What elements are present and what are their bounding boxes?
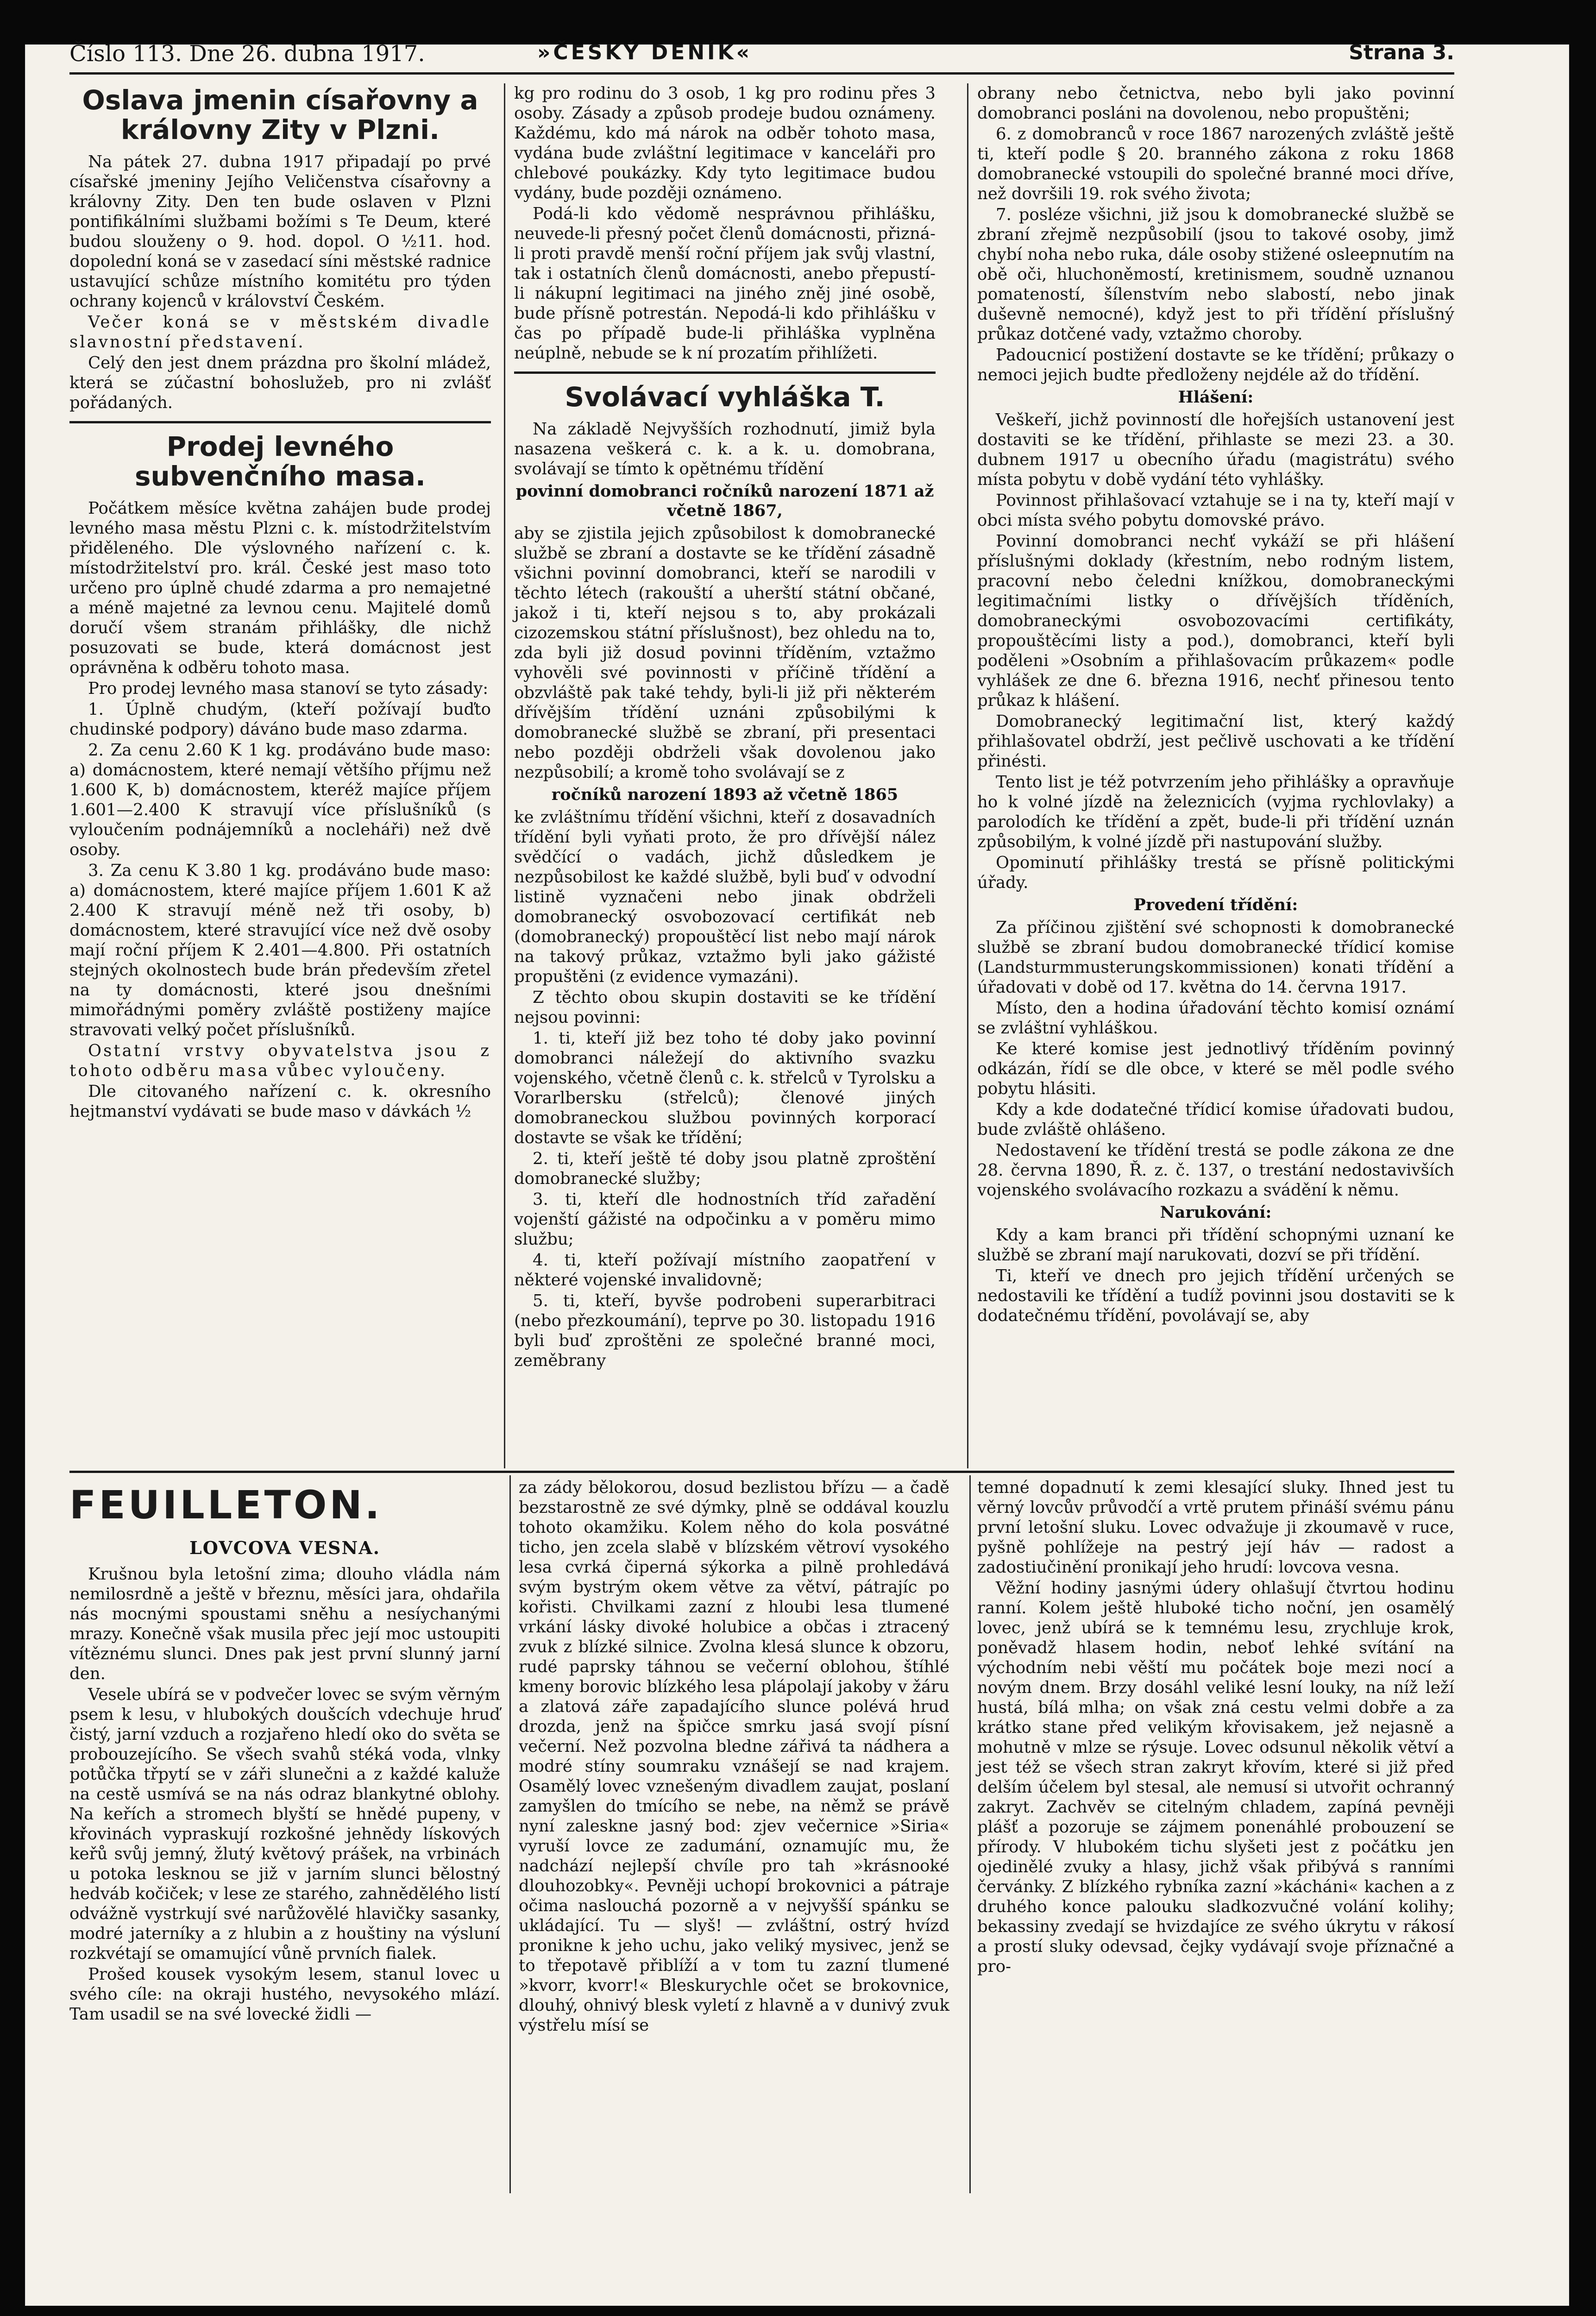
page-number: Strana 3. [1349, 41, 1454, 64]
paragraph: Domobranecký legitimační list, který každý přihlašovatel obdrží, jest pečlivě uschovati a ke třídění přinésti. [977, 712, 1454, 771]
column-3 [977, 83, 1454, 1327]
paragraph: za zády bělokorou, dosud bezlistou břízu — a čadě bezstarostně ze své dýmky, plně se oddával kouzlu tohoto okamžiku. Kolem něho do kola posvátné ticho, jen zcela slabě v blízském větroví vysokého lesa cvrká čiperná sýkorka a pilně prohledává svým bystrým okem větve za větví, pátrajíc po kořisti. Chvilkami zazní z hloubi lesa tlumené vrkání lásky divoké holubice a občas i ztracený zvuk z blízké silnice. Zvolna klesá slunce k obzoru, rudé paprsky táhnou se večerní oblohou, štíhlé kmeny borovic blízkého lesa plápolají jakoby v žáru a zlatová záře zapadajícího slunce polévá hrud drozda, jenž na špičce smrku jasá svojí písní večerní. Než pozvolna bledne zářivá ta nádhera a modré stíny soumraku vznášejí se nad krajem. Osamělý lovec vznešeným divadlem zaujat, poslaní zamyšlen do tmícího se nebe, na němž se právě nyní zaleskne jasný bod: zjev večernice »Siria« vyruší lovce ze zadumání, oznamujíc mu, že nadchází nejlepší chvíle pro tah »krásnooké dlouhozobky«. Pevněji uchopí brokovnici a pátraje očima naslouchá pozorně a v nejvyšší spánku se ukládající. Tu — slyš! — zvláštní, ostrý hvízd pronikne k jeho uchu, jako veliký mysivec, jenž se to třepotavě přiblíží a v tom tu zazní tlumené »kvorr, kvorr!« Bleskurychle očet se brokovnice, dlouhý, ohnivý blesk vyletí z hlavně a v dunivý zvuk výstřelu mísí se [519, 1478, 949, 2035]
paragraph: 1. Úplně chudým, (kteří požívají buďto chudinské podpory) dáváno bude maso zdarma. [69, 700, 491, 739]
subheading: ročníků narození 1893 až včetně 1865 [551, 785, 899, 804]
paragraph: temné dopadnutí k zemi klesající sluky. Ihned jest tu věrný lovcův průvodčí a vrtě prutem přináší svému pánu první letošní sluku. Lovec odvažuje ji zkoumavě v ruce, pyšně pohlížeje na pestrý její háv — radost a zadostiučinění pronikají jeho hrudí: lovcova vesna. [977, 1478, 1454, 1577]
story-title: LOVCOVA VESNA. [189, 1537, 380, 1558]
list-item: 6. z domobranců v roce 1867 narozených zvláště ještě ti, kteří podle § 20. branného zákona z roku 1868 domobranecké vstoupili do společné branné moci dříve, než dovršili 19. rok svého života; [977, 125, 1454, 203]
column-2 [514, 83, 936, 1372]
paragraph: 3. Za cenu K 3.80 1 kg. prodáváno bude maso: a) domácnostem, které majíce příjem 1.601 K až 2.400 K stravují méně než tři osoby, b) domácnostem, které stravující více než dvě osoby mají roční příjem K 2.401—4.800. Při ostatních stejných okolnostech bude brán především zřetel na ty domácnosti, které jsou dnešními mimořádnými poměry zvláště postiženy majíce stravovati velký počet příslušníků. [69, 861, 491, 1039]
paragraph: Kdy a kam branci při třídění schopnými uznaní ke službě se zbraní mají narukovati, dozví se při třídění. [977, 1226, 1454, 1265]
paragraph: ke zvláštnímu třídění všichni, kteří z dosavadních třídění byli vyňati proto, že pro dřívější nález svědčící o vadách, jichž důsledkem je nezpůsobilost ke každé službě, byli buď v odvodní listině vyznačeni nebo jinak obdrželi domobranecký osvobozovací certifikát neb (domobranecký) propouštěcí list nebo mají nárok na takový průkaz, vztažmo byli jako gážisté propuštěni (z evidence vymazáni). [514, 808, 936, 986]
masthead [69, 41, 1454, 73]
column-1 [69, 83, 491, 1122]
paragraph: Veškeří, jichž povinností dle hořejších ustanovení jest dostaviti se ke třídění, přihlaste se mezi 23. a 30. dubnem 1917 u obecního úřadu (magistrátu) svého místa pobytu v době vydání této vyhlášky. [977, 410, 1454, 489]
issue-line: Číslo 113. Dne 26. dubna 1917. [69, 41, 425, 67]
headline-oslava: Oslava jmenin císařovny a královny Zity v Plzni. [82, 84, 478, 145]
paragraph: Kdy a kde dodatečné třídicí komise úřadovati budou, bude zvláště ohlášeno. [977, 1100, 1454, 1139]
column-divider [509, 1475, 511, 2193]
paragraph: Opominutí přihlášky trestá se přísně politickými úřady. [977, 853, 1454, 892]
section-rule [514, 371, 936, 374]
list-item: obrany nebo četnictva, nebo byli jako povinní domobranci posláni na dovolenou, nebo propuštěni; [977, 84, 1454, 123]
paragraph: Celý den jest dnem prázdna pro školní mládež, která se zúčastní bohoslužeb, pro ni zvlášť pořádaných. [69, 353, 491, 412]
column-divider [969, 1475, 971, 2193]
headline-vyhlaska: Svolávací vyhláška T. [565, 381, 885, 413]
list-item: 2. ti, kteří ještě té doby jsou platně zproštění domobranecké služby; [514, 1149, 936, 1188]
subheading: povinní domobranci ročníků narození 1871 až včetně 1867, [515, 482, 934, 520]
paragraph: Ti, kteří ve dnech pro jejich třídění určených se nedostavili ke třídění a tudíž povinni jsou dostaviti se k dodatečnému třídění, povolávají se, aby [977, 1266, 1454, 1325]
list-item: 3. ti, kteří dle hodnostních tříd zařadění vojenští gážisté na odpočinku a v poměru mimo službu; [514, 1190, 936, 1249]
paragraph: Prošed kousek vysokým lesem, stanul lovec u svého cíle: na okraji hustého, nevysokého mlází. Tam usadil se na své lovecké židli — [69, 1965, 500, 2024]
subheading: Hlášení: [1178, 388, 1254, 407]
paragraph: Večer koná se v městském divadle slavnostní představení. [69, 313, 491, 352]
paragraph: Povinní domobranci nechť vykáží se při hlášení příslušnými doklady (křestním, nebo rodným listem, pracovní nebo čeledni knížkou, domobraneckými legitimačními listky o dřívějších tříděních, domobraneckými osvobozovacími certifikáty, propouštěcími listy a pod.), domobranci, kteří byli poděleni »Osobním a přihlašovacím průkazem« podle vyhlášek ze dne 6. března 1916, nechť přinesou tento průkaz k hlášení. [977, 532, 1454, 710]
masthead-rule [69, 72, 1454, 75]
paragraph: Na pátek 27. dubna 1917 připadají po prvé císařské jmeniny Jejího Veličenstva císařovny a královny Zity. Den ten bude oslaven v Plzni pontifikálními službami božími s Te Deum, které budou slouženy o 9. hod. dopol. O ½11. hod. dopolední koná se v zasedací síni městské radnice ustavující schůze místního komitétu pro týden ochrany kojenců v království Českém. [69, 152, 491, 311]
feuilleton-masthead: FEUILLETON. [69, 1482, 383, 1528]
paragraph: Ostatní vrstvy obyvatelstva jsou z tohoto odběru masa vůbec vyloučeny. [69, 1041, 491, 1080]
paragraph: Ke které komise jest jednotlivý tříděním povinný odkázán, řídí se dle obce, v které se měl podle svého pobytu hlásiti. [977, 1039, 1454, 1098]
paragraph: Místo, den a hodina úřadování těchto komisí oznámí se zvláštní vyhláškou. [977, 999, 1454, 1038]
paragraph: Na základě Nejvyšších rozhodnutí, jimiž byla nasazena veškerá c. k. a k. u. domobrana, svolávají se tímto k opětnému třídění [514, 420, 936, 478]
paragraph: Počátkem měsíce května zahájen bude prodej levného masa městu Plzni c. k. místodržitelstvím přiděleného. Dle výslovného nařízení c. k. místodržitelství pro. král. České jest maso toto určeno pro úplně chudé zdarma a pro nemajetné a méně majetné za levnou cenu. Majitelé domů doručí všem stranám přihlášky, dle nichž posuzovati se bude, která domácnost jest oprávněna k odběru tohoto masa. [69, 499, 491, 677]
paper-name: »ČESKÝ DENÍK« [537, 41, 753, 64]
paragraph: Padoucnicí postižení dostavte se ke třídění; průkazy o nemoci jejich budte předloženy nejdéle až do třídění. [977, 346, 1454, 384]
paragraph: Tento list je též potvrzením jeho přihlášky a opravňuje ho k volné jízdě na železnicích (vyjma rychlovlaky) a parolodích ke třídění a zpět, bude-li při třídění uznán způsobilým, k volné jízdě při nastupování služby. [977, 773, 1454, 851]
paragraph: Podá-li kdo vědomě nesprávnou přihlášku, neuvede-li přesný počet členů domácnosti, přizná-li proti pravdě menší roční příjem jak svůj vlastní, tak i ostatních členů domácnosti, anebo přepustí-li nákupní legitimaci na jiného zněj jiné osobě, bude přísně potrestán. Nepodá-li kdo přihlášku v čas po případě bude-li přihláška vyplněna neúplně, nebude se k ní prozatím přihlížeti. [514, 204, 936, 363]
paragraph: Za příčinou zjištění své schopnosti k domobranecké službě se zbraní budou domobranecké třídicí komise (Landsturmmusterungskommissionen) konati třídění a úřadovati v době od 17. května do 14. června 1917. [977, 918, 1454, 997]
section-rule [69, 421, 491, 423]
feuilleton-column-1 [69, 1538, 500, 2025]
column-divider [504, 83, 505, 1468]
feuilleton-rule [69, 1471, 1454, 1473]
paragraph: 2. Za cenu 2.60 K 1 kg. prodáváno bude maso: a) domácnostem, které nemají většího příjmu než 1.600 K, b) domácnostem, kteréž majíce příjem 1.601—2.400 K stravují více příslušníků (s vyloučením podnájemníků a nocleháři) než dvě osoby. [69, 741, 491, 859]
column-divider [967, 83, 968, 1468]
paragraph: Vesele ubírá se v podvečer lovec se svým věrným psem k lesu, v hlubokých doušcích vdechuje hruď čistý, jarní vzduch a rozjařeno hledí oko do světa se probouzejícího. Se všech svahů stéká voda, vlnky potůčka třpytí se v záři slunečni a z každé kaluže na cestě usmívá se na nás odraz blankytné oblohy. Na keřích a stromech blyští se hnědé pupeny, v křovinách vypraskují rozkošné jehnědy lískových keřů svůj jemný, žlutý květový prášek, na vrbinách u potoka lesknou se již v jarním slunci bělostný hedváb kočiček; v lese ze starého, zahnědělého listí odvážně vystrkují své narůžovělé hlavičky sasanky, modré jaterníky a z hlubin a z houštiny na výsluní rozkvétají se omamující vůně prvních fialek. [69, 1685, 501, 1963]
paragraph: Pro prodej levného masa stanoví se tyto zásady: [88, 679, 489, 698]
list-item: 4. ti, kteří požívají místního zaopatření v některé vojenské invalidovně; [514, 1251, 936, 1290]
subheading: Narukování: [1160, 1203, 1272, 1222]
feuilleton-column-3 [977, 1478, 1454, 1977]
list-item: 5. ti, kteří, byvše podrobeni superarbitraci (nebo přezkoumání), teprve po 30. listopadu 1916 byli buď zproštěni ze společné branné moci, zeměbrany [514, 1291, 936, 1370]
list-item: 1. ti, kteří již bez toho té doby jako povinní domobranci náležejí do aktivního svazku vojenského, včetně členů c. k. střelců v Tyrolsku a Vorarlbersku (střelců); členové jiných domobraneckou službou povinných korporací dostavte se však ke třídění; [514, 1029, 936, 1147]
paragraph: kg pro rodinu do 3 osob, 1 kg pro rodinu přes 3 osoby. Zásady a způsob prodeje budou oznámeny. Každému, kdo má nárok na odběr tohoto masa, vydána bude zvláštní legitimace v kanceláři pro chlebové poukázky. Kdy tyto legitimace budou vydány, bude později oznámeno. [514, 84, 936, 202]
paragraph: Krušnou byla letošní zima; dlouho vládla nám nemilosrdně a ještě v březnu, měsíci jara, ohdařila nás mocnými spoustami sněhu a nesíychanými mrazy. Konečně však musila přec její moc ustoupiti vítěznému slunci. Dnes pak jest první slunný jarní den. [69, 1565, 500, 1683]
headline-maso: Prodej levného subvenčního masa. [135, 431, 426, 492]
subheading: Provedení třídění: [1133, 895, 1298, 914]
feuilleton-column-2 [519, 1478, 949, 2036]
list-item: 7. posléze všichni, již jsou k domobranecké službě se zbraní zřejmě nezpůsobilí (jsou to takové osoby, jimž chybí noha nebo ruka, dále osoby stižené osleepnutím na obě oči, hluchoněmostí, kretinismem, soudně uznanou pomateností, šílenstvím nebo slabostí, nebo jinak duševně nemocné), když jest to při třídění příslušný průkaz dotčené vady, vztažmo choroby. [977, 205, 1454, 344]
paragraph: Dle citovaného nařízení c. k. okresního hejtmanství vydávati se bude maso v dávkách ½ [69, 1082, 491, 1121]
paragraph: aby se zjistila jejich způsobilost k domobranecké službě se zbraní a dostavte se ke třídění zásadně všichni povinní domobranci, kteří se narodili v těchto létech (rakouští a uherští státní občané, jakož i ti, kteří nejsou s to, aby prokázali cizozemskou státní příslušnost), bez ohledu na to, zda byli již dosud povinni tříděním, vztažmo vyhověli své povinnosti v příčině třídění a obzvláště pak také tehdy, byli-li již při některém dřívějším třídění uznáni způsobilými k domobranecké službě se zbraní, při presentaci nebo později obdrželi však dovolenou jako nezpůsobilí; a kromě toho svolávají se z [514, 524, 936, 782]
paragraph: Z těchto obou skupin dostaviti se ke třídění nejsou povinni: [514, 988, 936, 1027]
paragraph: Povinnost přihlašovací vztahuje se i na ty, kteří mají v obci místa svého pobytu domovské právo. [977, 491, 1454, 530]
paragraph: Nedostavení ke třídění trestá se podle zákona ze dne 28. června 1890, Ř. z. č. 137, o trestání nedostavivších vojenského svolávacího rozkazu a svádění k němu. [977, 1141, 1454, 1200]
paragraph: Věžní hodiny jasnými údery ohlašují čtvrtou hodinu ranní. Kolem ještě hluboké ticho noční, jen osamělý lovec, jenž ubírá se k temnému lesu, zrychluje krok, poněvadž hlasem hodin, neboť lehké svítání na východním nebi věští mu počátek boje mezi nocí a novým dnem. Brzy dosáhl veliké lesní louky, na níž leží hustá, bílá mlha; on však zná cestu velmi dobře a za krátko stane před velikým křovisakem, jež nejasně a mohutně v mlze se rýsuje. Lovec odsunul několik větví a jest též se všech stran zakryt křovím, které si již před delším účelem byl stesal, ale nemusí si utvořit ochranný zakryt. Zachvěv se citelným chladem, zapíná pevněji plášť a pozoruje se zájmem ponenáhlé probouzení se přírody. V hlubokém tichu slyšeti jest z počátku jen ojedinělé zvuky a hlasy, jichž však přibývá s ranními červánky. Z blízkého rybníka zazní »kácháni« kachen a z druhého konce palouku sladkozvučné volání kolihy; bekassiny zvedají se hvizdajíce ze svého úkrytu v rákosí a prostí sluky odevsad, čejky vydávají svoje příznačné a pro- [977, 1579, 1454, 1976]
